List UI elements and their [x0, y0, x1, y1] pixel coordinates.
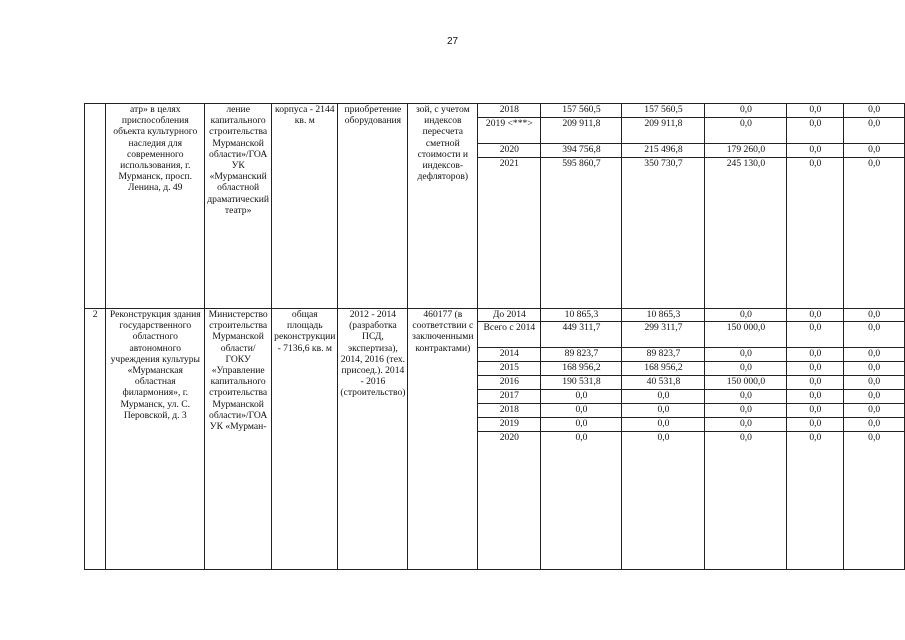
federal-cell: 150 000,0 — [705, 322, 787, 348]
total-cell: 89 823,7 — [541, 348, 622, 362]
capacity-cell: общая площадь реконструкции - 7136,6 кв. м — [272, 309, 338, 570]
object-name-cell: Реконструкция здания государственного областного автономного учреждения культуры «Мурманская областная филармония», г. Мурманск, ул. С. Перовской, д. 3 — [106, 309, 205, 570]
other-cell: 0,0 — [844, 144, 905, 158]
object-name-cell: атр» в целях приспособления объекта культурного наследия для современного использования, г. Мурманск, просп. Ленина, д. 49 — [106, 104, 205, 309]
other-cell: 0,0 — [844, 390, 905, 404]
federal-cell: 0,0 — [705, 104, 787, 118]
regional-cell: 157 560,5 — [622, 104, 705, 118]
year-cell: 2017 — [478, 390, 541, 404]
federal-cell: 0,0 — [705, 432, 787, 570]
federal-cell: 0,0 — [705, 362, 787, 376]
federal-cell: 150 000,0 — [705, 376, 787, 390]
year-cell: Всего с 2014 — [478, 322, 541, 348]
other-cell: 0,0 — [844, 432, 905, 570]
period-cell: 2012 - 2014 (разработка ПСД, экспертиза), 2014, 2016 (тех. присоед.). 2014 - 2016 (строительство) — [338, 309, 408, 570]
capacity-cell: корпуса - 2144 кв. м — [272, 104, 338, 309]
total-cell: 168 956,2 — [541, 362, 622, 376]
municipal-cell: 0,0 — [787, 404, 844, 418]
federal-cell: 0,0 — [705, 309, 787, 322]
other-cell: 0,0 — [844, 104, 905, 118]
federal-cell: 0,0 — [705, 118, 787, 144]
other-cell: 0,0 — [844, 418, 905, 432]
federal-cell: 0,0 — [705, 390, 787, 404]
year-cell: 2021 — [478, 158, 541, 309]
other-cell: 0,0 — [844, 309, 905, 322]
year-cell: 2019 — [478, 418, 541, 432]
cost-cell: зой, с учетом индексов пересчета сметной стоимости и индексов-дефляторов) — [408, 104, 478, 309]
table-row — [85, 309, 905, 322]
municipal-cell: 0,0 — [787, 144, 844, 158]
regional-cell: 209 911,8 — [622, 118, 705, 144]
other-cell: 0,0 — [844, 376, 905, 390]
total-cell: 190 531,8 — [541, 376, 622, 390]
total-cell: 10 865,3 — [541, 309, 622, 322]
year-cell: 2019 <***> — [478, 118, 541, 144]
regional-cell: 0,0 — [622, 418, 705, 432]
municipal-cell: 0,0 — [787, 104, 844, 118]
investment-table — [84, 103, 905, 570]
year-cell: 2020 — [478, 144, 541, 158]
index-cell: 2 — [85, 309, 106, 570]
municipal-cell: 0,0 — [787, 322, 844, 348]
total-cell: 0,0 — [541, 404, 622, 418]
federal-cell: 245 130,0 — [705, 158, 787, 309]
regional-cell: 350 730,7 — [622, 158, 705, 309]
regional-cell: 89 823,7 — [622, 348, 705, 362]
regional-cell: 299 311,7 — [622, 322, 705, 348]
regional-cell: 215 496,8 — [622, 144, 705, 158]
regional-cell: 0,0 — [622, 404, 705, 418]
total-cell: 157 560,5 — [541, 104, 622, 118]
municipal-cell: 0,0 — [787, 309, 844, 322]
municipal-cell: 0,0 — [787, 390, 844, 404]
year-cell: 2018 — [478, 104, 541, 118]
municipal-cell: 0,0 — [787, 418, 844, 432]
table-row — [85, 104, 905, 118]
year-cell: 2016 — [478, 376, 541, 390]
other-cell: 0,0 — [844, 158, 905, 309]
year-cell: 2014 — [478, 348, 541, 362]
total-cell: 394 756,8 — [541, 144, 622, 158]
federal-cell: 179 260,0 — [705, 144, 787, 158]
total-cell: 449 311,7 — [541, 322, 622, 348]
federal-cell: 0,0 — [705, 348, 787, 362]
total-cell: 0,0 — [541, 418, 622, 432]
index-cell — [85, 104, 106, 309]
period-cell: приобретение оборудования — [338, 104, 408, 309]
regional-cell: 0,0 — [622, 390, 705, 404]
regional-cell: 168 956,2 — [622, 362, 705, 376]
federal-cell: 0,0 — [705, 418, 787, 432]
customer-cell: Министерство строительства Мурманской области/ ГОКУ «Управление капитального строительства Мурманской области»/ГОА УК «Мурман- — [205, 309, 272, 570]
year-cell: 2018 — [478, 404, 541, 418]
customer-cell: ление капитального строительства Мурманской области»/ГОА УК «Мурманский областной драматический театр» — [205, 104, 272, 309]
other-cell: 0,0 — [844, 348, 905, 362]
total-cell: 595 860,7 — [541, 158, 622, 309]
year-cell: 2020 — [478, 432, 541, 570]
other-cell: 0,0 — [844, 322, 905, 348]
municipal-cell: 0,0 — [787, 118, 844, 144]
municipal-cell: 0,0 — [787, 376, 844, 390]
cost-cell: 460177 (в соответствии с заключенными контрактами) — [408, 309, 478, 570]
other-cell: 0,0 — [844, 404, 905, 418]
other-cell: 0,0 — [844, 118, 905, 144]
total-cell: 0,0 — [541, 390, 622, 404]
year-cell: 2015 — [478, 362, 541, 376]
page-number: 27 — [446, 36, 459, 47]
year-cell: До 2014 — [478, 309, 541, 322]
municipal-cell: 0,0 — [787, 362, 844, 376]
municipal-cell: 0,0 — [787, 348, 844, 362]
regional-cell: 40 531,8 — [622, 376, 705, 390]
regional-cell: 0,0 — [622, 432, 705, 570]
total-cell: 209 911,8 — [541, 118, 622, 144]
total-cell: 0,0 — [541, 432, 622, 570]
federal-cell: 0,0 — [705, 404, 787, 418]
municipal-cell: 0,0 — [787, 158, 844, 309]
municipal-cell: 0,0 — [787, 432, 844, 570]
other-cell: 0,0 — [844, 362, 905, 376]
regional-cell: 10 865,3 — [622, 309, 705, 322]
